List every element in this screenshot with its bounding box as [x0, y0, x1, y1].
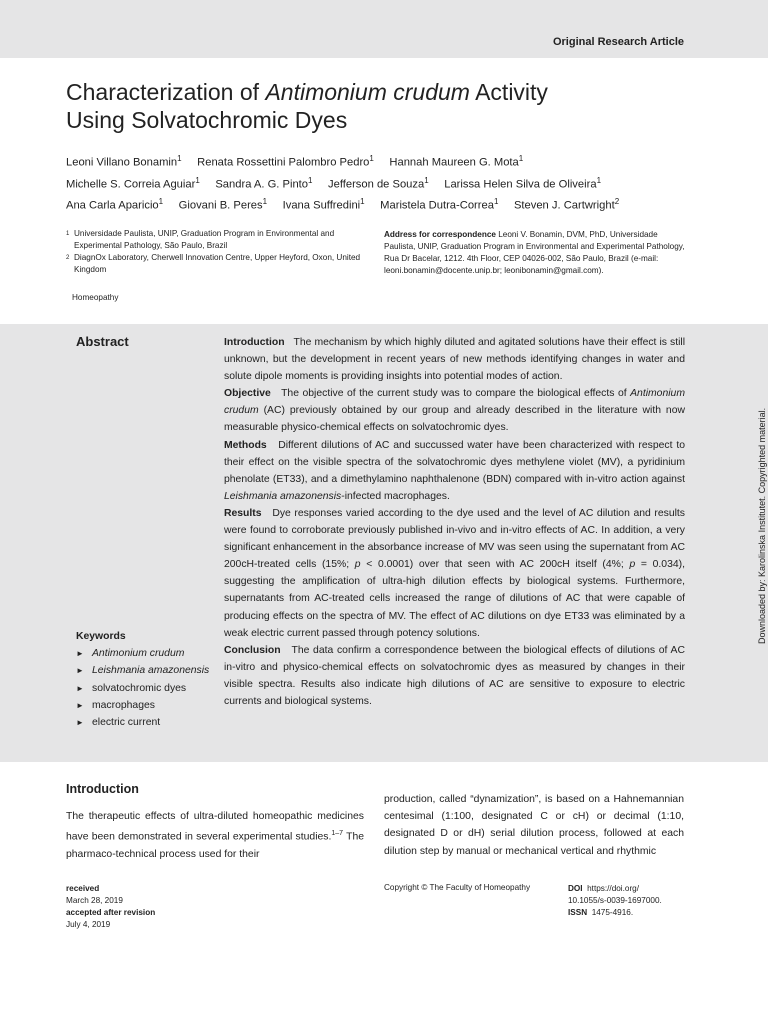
species-name: Leishmania amazonensis: [224, 490, 342, 502]
author-name: Larissa Helen Silva de Oliveira: [444, 178, 597, 191]
section-text: The objective of the current study was to compare the biological effects of: [281, 388, 631, 400]
section-label: Conclusion: [224, 644, 281, 656]
author-affiliation-mark: 1: [518, 154, 524, 163]
keyword-item: ► Leishmania amazonensis: [76, 662, 221, 679]
author-name: Ivana Suffredini: [282, 200, 361, 213]
section-label: Results: [224, 507, 262, 519]
abstract-objective: [224, 385, 685, 436]
citation-ref: 1–7: [331, 830, 344, 838]
author-affiliation-mark: 1: [493, 197, 499, 207]
introduction-heading: Introduction: [66, 782, 139, 796]
issn-value: 1475-4916.: [591, 908, 634, 917]
section-text: < 0.0001) over that seen with AC 200cH itself (4%;: [360, 559, 630, 571]
affiliation-number: 2: [66, 255, 70, 261]
section-label: Introduction: [224, 337, 285, 348]
abstract-introduction: [224, 334, 685, 385]
author-affiliation-mark: 1: [369, 154, 374, 163]
keyword-item: ► electric current: [76, 714, 221, 731]
section-text: (AC) previously obtained by our group and already described in the literature with now measurable physico-chemical effects on solvatochromic dyes.: [224, 405, 685, 434]
author-affiliation-mark: 1: [308, 175, 313, 185]
author-list: [66, 150, 706, 215]
section-text: The mechanism by which highly diluted and agitated solutions have their effect is still unknown, but the development in recent years of new methods identifying changes in water and solute dipole moments is providing insights into potential modes of action.: [224, 337, 686, 383]
body-column-right: [384, 791, 684, 860]
affiliation-text: Universidade Paulista, UNIP, Graduation Program in Environmental and Experimental Pathology, São Paulo, Brazil: [74, 229, 335, 250]
author-affiliation-mark: 1: [195, 175, 200, 185]
author-name: Sandra A. G. Pinto: [215, 178, 309, 191]
header-band: [0, 0, 768, 58]
section-label: Objective: [224, 388, 271, 400]
abstract-results: [224, 505, 685, 642]
journal-category: Homeopathy: [72, 293, 119, 302]
doi-label: DOI: [568, 884, 583, 893]
species-name: Antimonium crudum: [224, 388, 685, 417]
author-line: [66, 172, 706, 194]
correspondence-label: Address for correspondence: [384, 230, 496, 239]
section-text: = 0.034), suggesting the amplification of ultra-high dilution effects by biological systems. Furthermore, supernatants from AC-treated cells increased the range of dilutions of AC that were capable of producing effects on the spectra of MV. The effect of AC dilutions on dye ET33 was eliminated by a weak electric current passed through potency solutions.: [224, 559, 685, 639]
author-name: Hannah Maureen G. Mota: [389, 156, 519, 169]
affiliation-item: [66, 252, 371, 276]
author-name: Renata Rossettini Palombro Pedro: [197, 156, 370, 169]
copyright-notice: Copyright © The Faculty of Homeopathy: [384, 883, 531, 892]
author-line: [66, 150, 706, 172]
author-name: Steven J. Cartwright: [513, 200, 615, 213]
affiliation-number: 1: [66, 231, 70, 237]
article-title: Characterization of Antimonium crudum Activity Using Solvatochromic Dyes: [66, 79, 548, 133]
author-affiliation-mark: 2: [614, 197, 620, 207]
correspondence-address: [384, 229, 689, 277]
affiliations: [66, 228, 371, 276]
keywords: [76, 628, 221, 731]
doi-link[interactable]: 10.1055/s-0039-1697000.: [568, 896, 662, 905]
author-name: Leoni Villano Bonamin: [66, 156, 178, 169]
author-affiliation-mark: 1: [596, 175, 602, 185]
section-text: Dye responses varied according to the dye used and the level of AC dilution and results were found to corroborate previously published in-vivo and in-vitro effects of AC. In addition, a very significant enhancement in the absorbance increase of MV was seen using the supernatant from AC 200cH-treated cells (15%;: [224, 507, 685, 571]
keyword-item: ► Antimonium crudum: [76, 645, 221, 662]
author-affiliation-mark: 1: [360, 197, 365, 207]
issn-label: ISSN: [568, 908, 588, 917]
abstract-heading: Abstract: [76, 334, 129, 349]
doi-link[interactable]: https://doi.org/: [587, 884, 640, 893]
p-value-symbol: p: [629, 559, 636, 571]
author-affiliation-mark: 1: [262, 197, 268, 207]
author-name: Maristela Dutra-Correa: [380, 200, 494, 213]
abstract-body: [224, 334, 685, 710]
section-text: -infected macrophages.: [341, 490, 450, 502]
affiliation-item: [66, 228, 371, 252]
doi-info: [568, 883, 662, 919]
author-line: [66, 193, 706, 215]
author-affiliation-mark: 1: [177, 154, 182, 163]
keyword-item: ► macrophages: [76, 697, 221, 714]
body-text: The pharmaco-technical process used for their: [66, 831, 364, 860]
author-name: Jefferson de Souza: [328, 178, 425, 191]
accepted-label: accepted after revision: [66, 908, 156, 917]
body-text: The therapeutic effects of ultra-diluted homeopathic medicines have been demonstrated in several experimental studies.: [66, 811, 364, 843]
received-date: March 28, 2019: [66, 896, 123, 905]
abstract-conclusion: [224, 642, 685, 710]
affiliation-text: DiagnOx Laboratory, Cherwell Innovation Centre, Upper Heyford, Oxon, United Kingdom: [74, 253, 361, 274]
section-text: The data confirm a correspondence between the biological effects of dilutions of AC in-vitro and physico-chemical effects on solvatochromic dyes as measured by changes in their visible spectra. Results also indicate high dilutions of AC are sensitive to exposure to electric currents and biological systems.: [224, 644, 685, 707]
section-text: Different dilutions of AC and succussed water have been characterized with respect to their effect on the visible spectra of the solvatochromic dyes methylene violet (MV), a pyridinium phenolate (ET33), and a dimethylamino naphthalenone (BDN) compared with in-vitro action against: [224, 439, 685, 485]
body-column-left: [66, 808, 364, 863]
keywords-heading: Keywords: [76, 631, 126, 642]
article-type-label: Original Research Article: [552, 36, 684, 48]
article-history: [66, 883, 155, 931]
p-value-symbol: p: [354, 559, 361, 571]
body-text: production, called “dynamization”, is based on a Hahnemannian centesimal (1:100, designated C or cH) or decimal (1:10, designated D or dH) serial dilution process, followed at each dilution step by manual or mechanical vertical and rhythmic: [384, 794, 684, 857]
correspondence-text: Leoni V. Bonamin, DVM, PhD, Universidade Paulista, UNIP, Graduation Program in Environmental and Experimental Pathology, Rua Dr Bacelar, 1212. 4th Floor, CEP 04026-002, São Paulo, Brazil (e-mail: leoni.bonamin@docente.unip.br; leonibonamin@gmail.com).: [384, 230, 685, 275]
author-name: Ana Carla Aparicio: [66, 200, 159, 213]
author-name: Giovani B. Peres: [178, 200, 263, 213]
author-name: Michelle S. Correia Aguiar: [66, 178, 196, 191]
section-label: Methods: [224, 439, 267, 451]
download-watermark-text: Downloaded by: Karolinska Institutet. Copyrighted material.: [757, 407, 767, 644]
abstract-methods: [224, 437, 685, 505]
keyword-item: ► solvatochromic dyes: [76, 680, 221, 697]
author-affiliation-mark: 1: [158, 197, 164, 207]
accepted-date: July 4, 2019: [66, 920, 111, 929]
author-affiliation-mark: 1: [424, 175, 429, 185]
download-watermark: [757, 380, 768, 660]
received-label: received: [66, 884, 100, 893]
